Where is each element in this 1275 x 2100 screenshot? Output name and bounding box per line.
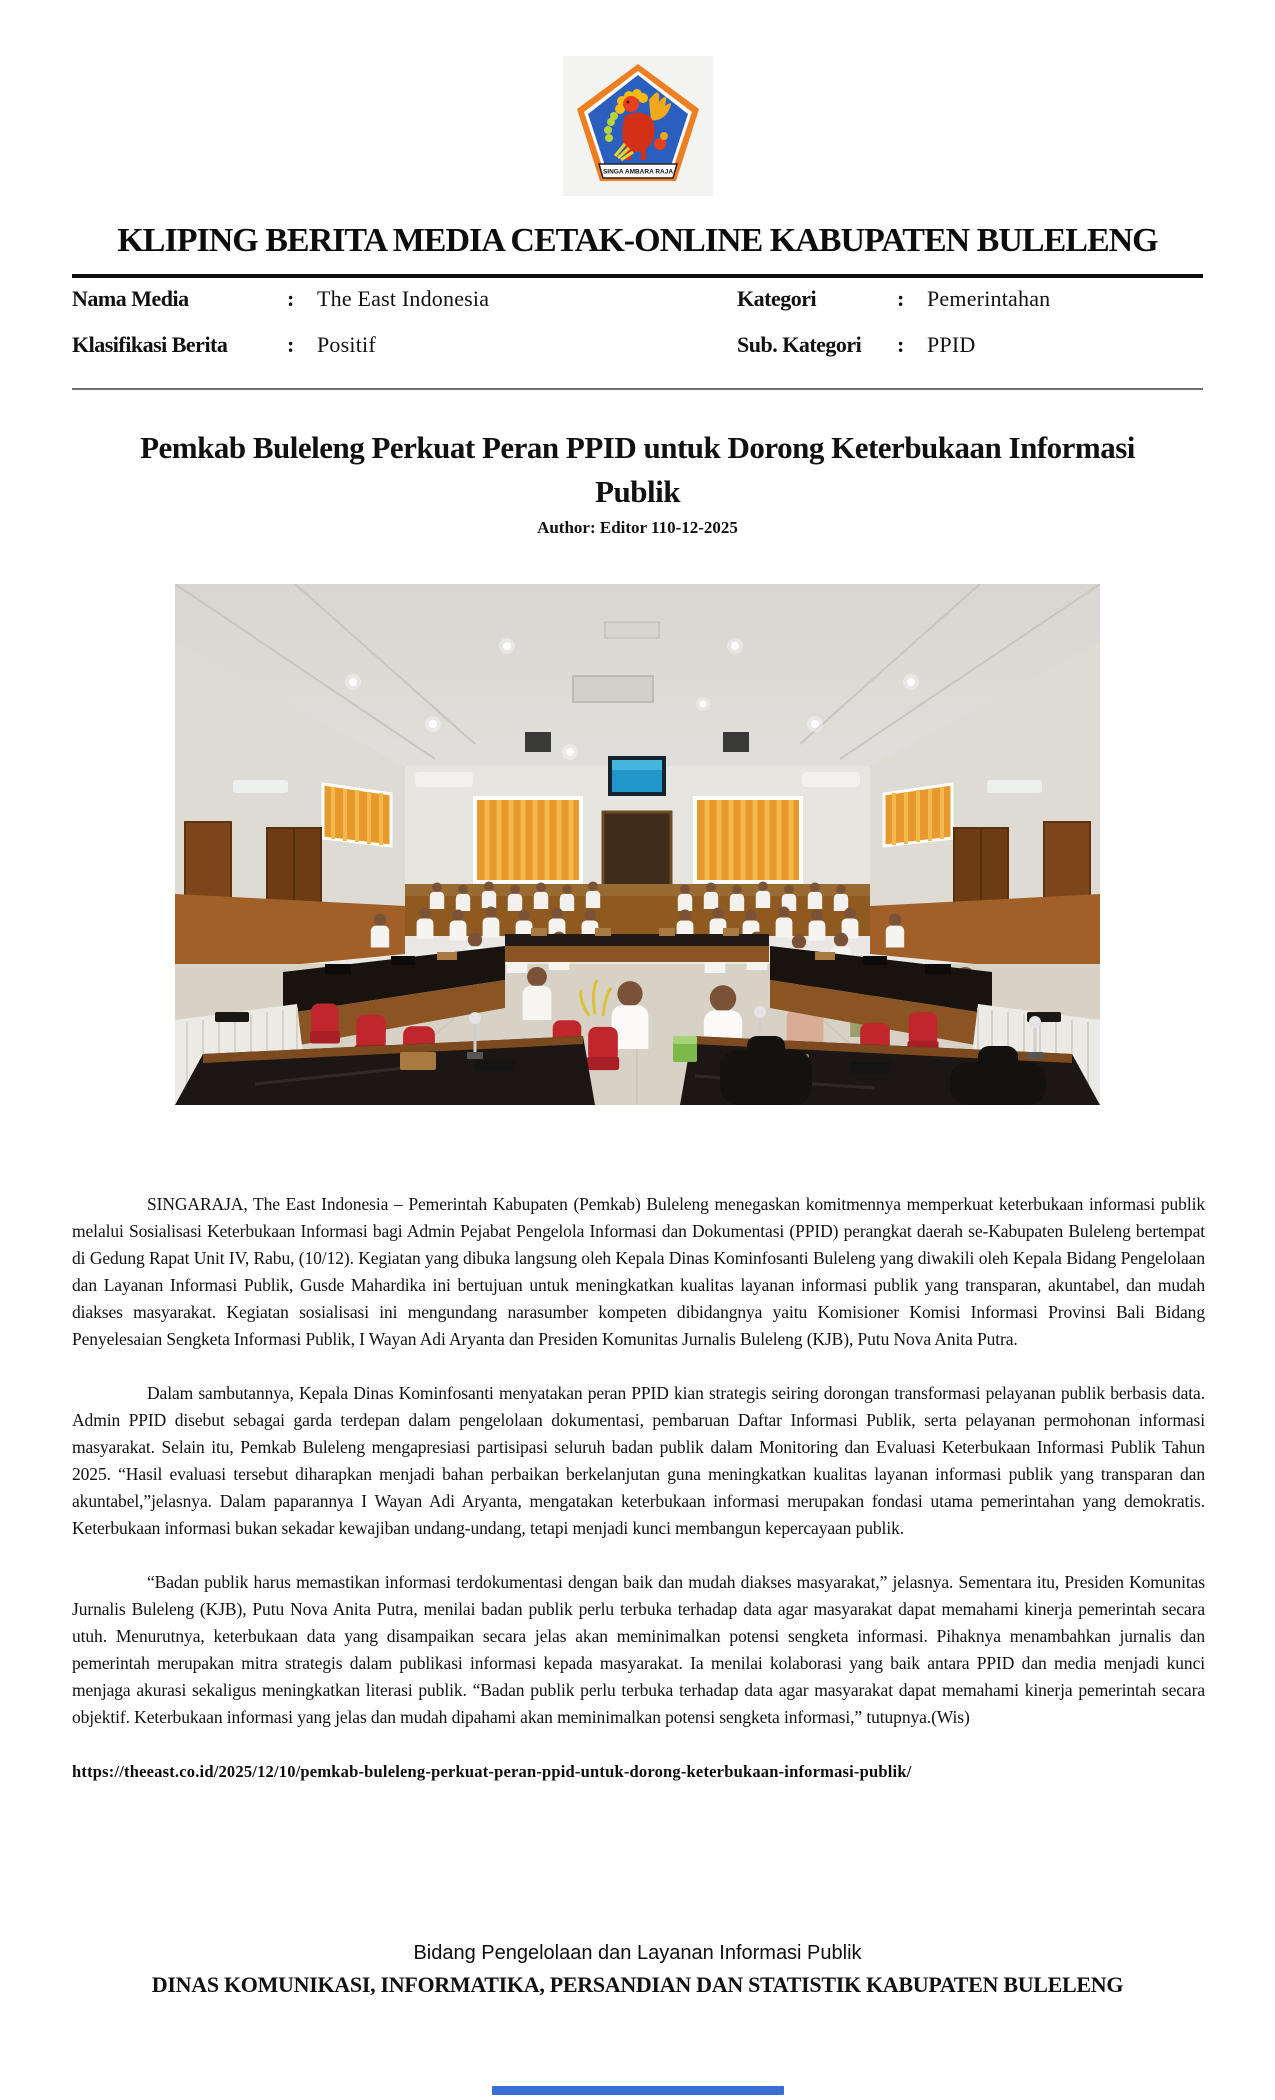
meta-value-klasifikasi: Positif — [317, 332, 376, 357]
paragraph-2: Dalam sambutannya, Kepala Dinas Kominfosanti menyatakan peran PPID kian strategis seiring dorongan transformasi pelayanan publik berbasis data. Admin PPID disebut sebagai garda terdepan dalam pengelolaan dokumentasi, pembaruan Daftar Informasi Publik, serta pelayanan permohonan informasi masyarakat. Selain itu, Pemkab Buleleng mengapresiasi partisipasi seluruh badan publik dalam Monitoring dan Evaluasi Keterbukaan Informasi Publik Tahun 2025. “Hasil evaluasi tersebut diharapkan menjadi bahan perbaikan berkelanjutan guna meningkatkan kualitas layanan informasi publik yang transparan dan akuntabel,”jelasnya. Dalam paparannya I Wayan Adi Aryanta, mengatakan keterbukaan informasi merupakan fondasi utama pemerintahan yang demokratis. Keterbukaan informasi bukan sekadar kewajiban undang-undang, tetapi menjadi kunci membangun kepercayaan publik. — [72, 1383, 1205, 1538]
paragraph-1: SINGARAJA, The East Indonesia – Pemerintah Kabupaten (Pemkab) Buleleng menegaskan komitmennya memperkuat keterbukaan informasi publik melalui Sosialisasi Keterbukaan Informasi bagi Admin Pejabat Pengelola Informasi dan Dokumentasi (PPID) perangkat daerah se-Kabupaten Buleleng bertempat di Gedung Rapat Unit IV, Rabu, (10/12). Kegiatan yang dibuka langsung oleh Kepala Dinas Kominfosanti Buleleng yang diwakili oleh Kepala Bidang Pengelolaan dan Layanan Informasi Publik, Gusde Mahardika ini bertujuan untuk meningkatkan kualitas layanan informasi publik yang transparan, akuntabel, dan mudah diakses masyarakat. Kegiatan sosialisasi ini mengundang narasumber kompeten dibidangnya yaitu Komisioner Komisi Informasi Provinsi Bali Bidang Penyelesaian Sengketa Informasi Publik, I Wayan Adi Aryanta dan Presiden Komunitas Jurnalis Buleleng (KJB), Putu Nova Anita Putra. — [72, 1194, 1205, 1349]
document-footer — [0, 1942, 1275, 1998]
meta-value-sub-kategori: PPID — [927, 332, 976, 357]
divider-thick — [72, 274, 1203, 278]
bottom-blue-bar — [492, 2086, 784, 2095]
meta-row-2 — [72, 332, 1203, 378]
article-title: Pemkab Buleleng Perkuat Peran PPID untuk Dorong Keterbukaan Informasi Publik — [140, 430, 1135, 509]
meta-row-1 — [72, 286, 1203, 332]
divider-thin — [72, 388, 1203, 390]
meta-colon: : — [287, 286, 295, 311]
meta-label-klasifikasi: Klasifikasi Berita — [72, 332, 228, 357]
meta-table — [72, 286, 1203, 378]
source-url-link[interactable]: https://theeast.co.id/2025/12/10/pemkab-buleleng-perkuat-peran-ppid-untuk-dorong-keterbukaan-informasi-publik/ — [72, 1762, 912, 1781]
meta-value-kategori: Pemerintahan — [927, 286, 1051, 311]
meta-label-sub-kategori: Sub. Kategori — [737, 332, 862, 357]
meta-colon: : — [897, 286, 905, 311]
article-body — [72, 1191, 1205, 1785]
logo-banner-text: SINGA AMBARA RAJA — [602, 168, 673, 176]
footer-bidang-line: Bidang Pengelolaan dan Layanan Informasi Publik — [413, 1942, 862, 1964]
meta-label-kategori: Kategori — [737, 286, 817, 311]
buleleng-coat-of-arms-logo — [563, 56, 713, 196]
meta-value-nama-media: The East Indonesia — [317, 286, 490, 311]
buleleng-logo-icon — [563, 56, 713, 196]
meta-colon: : — [897, 332, 905, 357]
meta-label-nama-media: Nama Media — [72, 286, 189, 311]
footer-dinas-line: DINAS KOMUNIKASI, INFORMATIKA, PERSANDIAN DAN STATISTIK KABUPATEN BULELENG — [151, 1972, 1124, 1997]
paragraph-3: “Badan publik harus memastikan informasi terdokumentasi dengan baik dan mudah diakses masyarakat,” jelasnya. Sementara itu, Presiden Komunitas Jurnalis Buleleng (KJB), Putu Nova Anita Putra, menilai badan publik perlu terbuka terhadap data agar masyarakat dapat memahami kinerja pemerintah secara utuh. Menurutnya, keterbukaan data yang disampaikan secara jelas akan meminimalkan potensi sengketa informasi. Pihaknya menambahkan jurnalis dan pemerintah merupakan mitra strategis dalam publikasi informasi kepada masyarakat. Ia menilai kolaborasi yang baik antara PPID dan media menjadi kunci menjaga akurasi sekaligus meningkatkan literasi publik. “Badan publik perlu terbuka terhadap data agar masyarakat dapat memahami kinerja pemerintah secara objektif. Keterbukaan informasi yang jelas dan mudah dipahami akan meminimalkan potensi sengketa informasi,” tutupnya.(Wis) — [72, 1572, 1205, 1727]
article-author: Author: Editor 110-12-2025 — [537, 518, 738, 537]
article-photo-meeting-room — [175, 584, 1100, 1105]
meta-colon: : — [287, 332, 295, 357]
document-header-title: KLIPING BERITA MEDIA CETAK-ONLINE KABUPATEN BULELENG — [117, 222, 1158, 259]
